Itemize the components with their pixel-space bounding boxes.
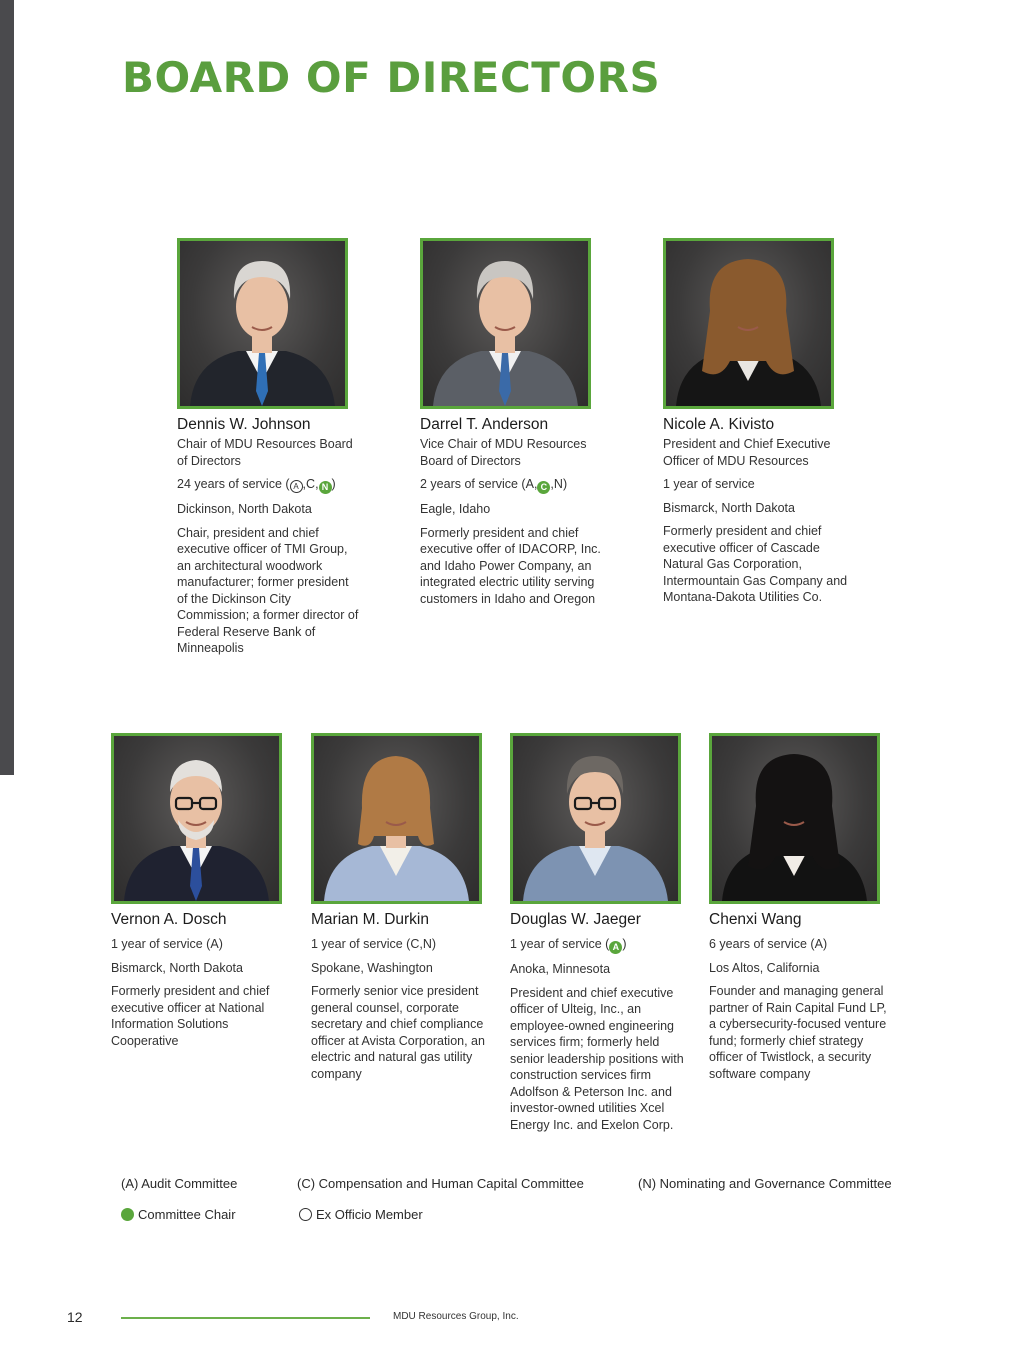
ex-officio-badge: A <box>290 480 303 493</box>
service-suffix: ) <box>218 937 223 951</box>
side-accent-bar <box>0 0 14 775</box>
director-service <box>177 476 362 494</box>
director-card <box>420 238 605 607</box>
director-photo <box>510 733 681 904</box>
service-years: 1 year of service ( <box>510 937 610 951</box>
director-role: President and Chief Executive Officer of MDU Resources <box>663 437 831 468</box>
service-years: 6 years of service ( <box>709 937 815 951</box>
page-title: BOARD OF DIRECTORS <box>122 53 661 102</box>
legend-nominating: (N) Nominating and Governance Committee <box>638 1176 892 1191</box>
service-suffix: ) <box>622 937 627 951</box>
director-card <box>663 238 848 606</box>
service-years: 2 years of service ( <box>420 477 526 491</box>
director-photo <box>420 238 591 409</box>
director-name: Chenxi Wang <box>709 911 802 928</box>
director-bio: Formerly president and chief executive officer of Cascade Natural Gas Corporation, Intermountain Gas Company and Montana-Dakota Utilities Co. <box>663 524 848 604</box>
director-location: Eagle, Idaho <box>420 502 491 516</box>
director-card <box>709 733 894 1082</box>
service-years: 1 year of service <box>663 477 755 491</box>
committee-separator: , <box>302 477 307 491</box>
service-years: 1 year of service ( <box>311 937 411 951</box>
service-suffix: ) <box>822 937 828 951</box>
director-photo <box>111 733 282 904</box>
director-name: Nicole A. Kivisto <box>663 416 775 433</box>
director-name: Marian M. Durkin <box>311 911 429 928</box>
outline-circle-icon <box>299 1208 312 1221</box>
director-role: Chair of MDU Resources Board of Directors <box>177 437 353 468</box>
legend-ex-officio <box>299 1207 423 1223</box>
director-bio: Founder and managing general partner of Rain Capital Fund LP, a cybersecurity-focused venture fund; formerly chief strategy officer of Twistlock, a security software company <box>709 984 887 1081</box>
service-years: 24 years of service ( <box>177 477 290 491</box>
director-location: Bismarck, North Dakota <box>663 500 795 515</box>
service-suffix: ) <box>331 477 336 491</box>
director-photo <box>177 238 348 409</box>
committee-letter: N <box>553 477 563 491</box>
director-role: Vice Chair of MDU Resources Board of Directors <box>420 437 587 468</box>
director-photo <box>663 238 834 409</box>
director-service <box>311 936 496 953</box>
committee-separator: , <box>533 477 538 491</box>
committee-separator: , <box>550 477 554 491</box>
director-location: Dickinson, North Dakota <box>177 502 312 516</box>
committee-separator: , <box>315 477 319 491</box>
director-location: Anoka, Minnesota <box>510 962 611 976</box>
service-suffix: ) <box>562 477 568 491</box>
committee-letter: C <box>410 937 420 951</box>
service-years: 1 year of service ( <box>111 937 211 951</box>
committee-letter: C <box>306 477 316 491</box>
service-suffix: ) <box>431 937 437 951</box>
director-bio: Formerly senior vice president general counsel, corporate secretary and chief compliance officer at Avista Corporation, an electric and natural gas utility company <box>311 984 485 1081</box>
director-location: Los Altos, California <box>709 960 820 975</box>
director-card <box>311 733 496 1082</box>
director-service <box>510 936 695 954</box>
director-bio: Formerly president and chief executive officer at National Information Solutions Cooperative <box>111 984 270 1048</box>
committee-chair-badge: N <box>319 481 332 494</box>
committee-letter: N <box>422 937 432 951</box>
director-service <box>111 936 296 953</box>
legend-compensation: (C) Compensation and Human Capital Committee <box>297 1176 584 1191</box>
director-card <box>177 238 362 657</box>
committee-chair-badge: C <box>537 481 550 494</box>
director-service <box>709 936 894 953</box>
filled-circle-icon <box>121 1208 134 1221</box>
director-name: Douglas W. Jaeger <box>510 911 641 928</box>
page-number: 12 <box>67 1309 83 1325</box>
director-photo <box>311 733 482 904</box>
footer-rule <box>121 1317 370 1319</box>
committee-chair-badge: A <box>609 941 622 954</box>
director-location: Spokane, Washington <box>311 960 433 975</box>
footer-company: MDU Resources Group, Inc. <box>393 1311 519 1322</box>
legend-audit: (A) Audit Committee <box>121 1176 238 1191</box>
legend-committee-chair <box>121 1207 236 1223</box>
director-name: Darrel T. Anderson <box>420 416 549 433</box>
committee-letter: A <box>525 477 534 491</box>
director-bio: Formerly president and chief executive offer of IDACORP, Inc. and Idaho Power Company, an integrated electric utility serving customers in Idaho and Oregon <box>420 525 601 606</box>
committee-separator: , <box>419 937 423 951</box>
committee-letter: A <box>814 937 823 951</box>
director-name: Dennis W. Johnson <box>177 416 311 433</box>
director-bio: President and chief executive officer of Ulteig, Inc., an employee-owned engineering services firm; formerly held senior leadership positions with construction services firm Adolfson & Peterson Inc. and investor-owned utilities Xcel Energy Inc. and Exelon Corp. <box>510 985 684 1132</box>
director-service <box>420 476 605 494</box>
director-service <box>663 476 848 493</box>
director-bio: Chair, president and chief executive officer of TMI Group, an architectural woodwork manufacturer; former president of the Dickinson City Commission; a former director of Federal Reserve Bank of Minneapolis <box>177 525 359 655</box>
director-card <box>111 733 296 1049</box>
committee-letter: A <box>210 937 219 951</box>
director-location: Bismarck, North Dakota <box>111 960 243 975</box>
director-name: Vernon A. Dosch <box>111 911 227 928</box>
director-photo <box>709 733 880 904</box>
legend-chair-label: Committee Chair <box>138 1207 236 1222</box>
director-card <box>510 733 695 1133</box>
legend-ex-officio-label: Ex Officio Member <box>316 1207 423 1222</box>
